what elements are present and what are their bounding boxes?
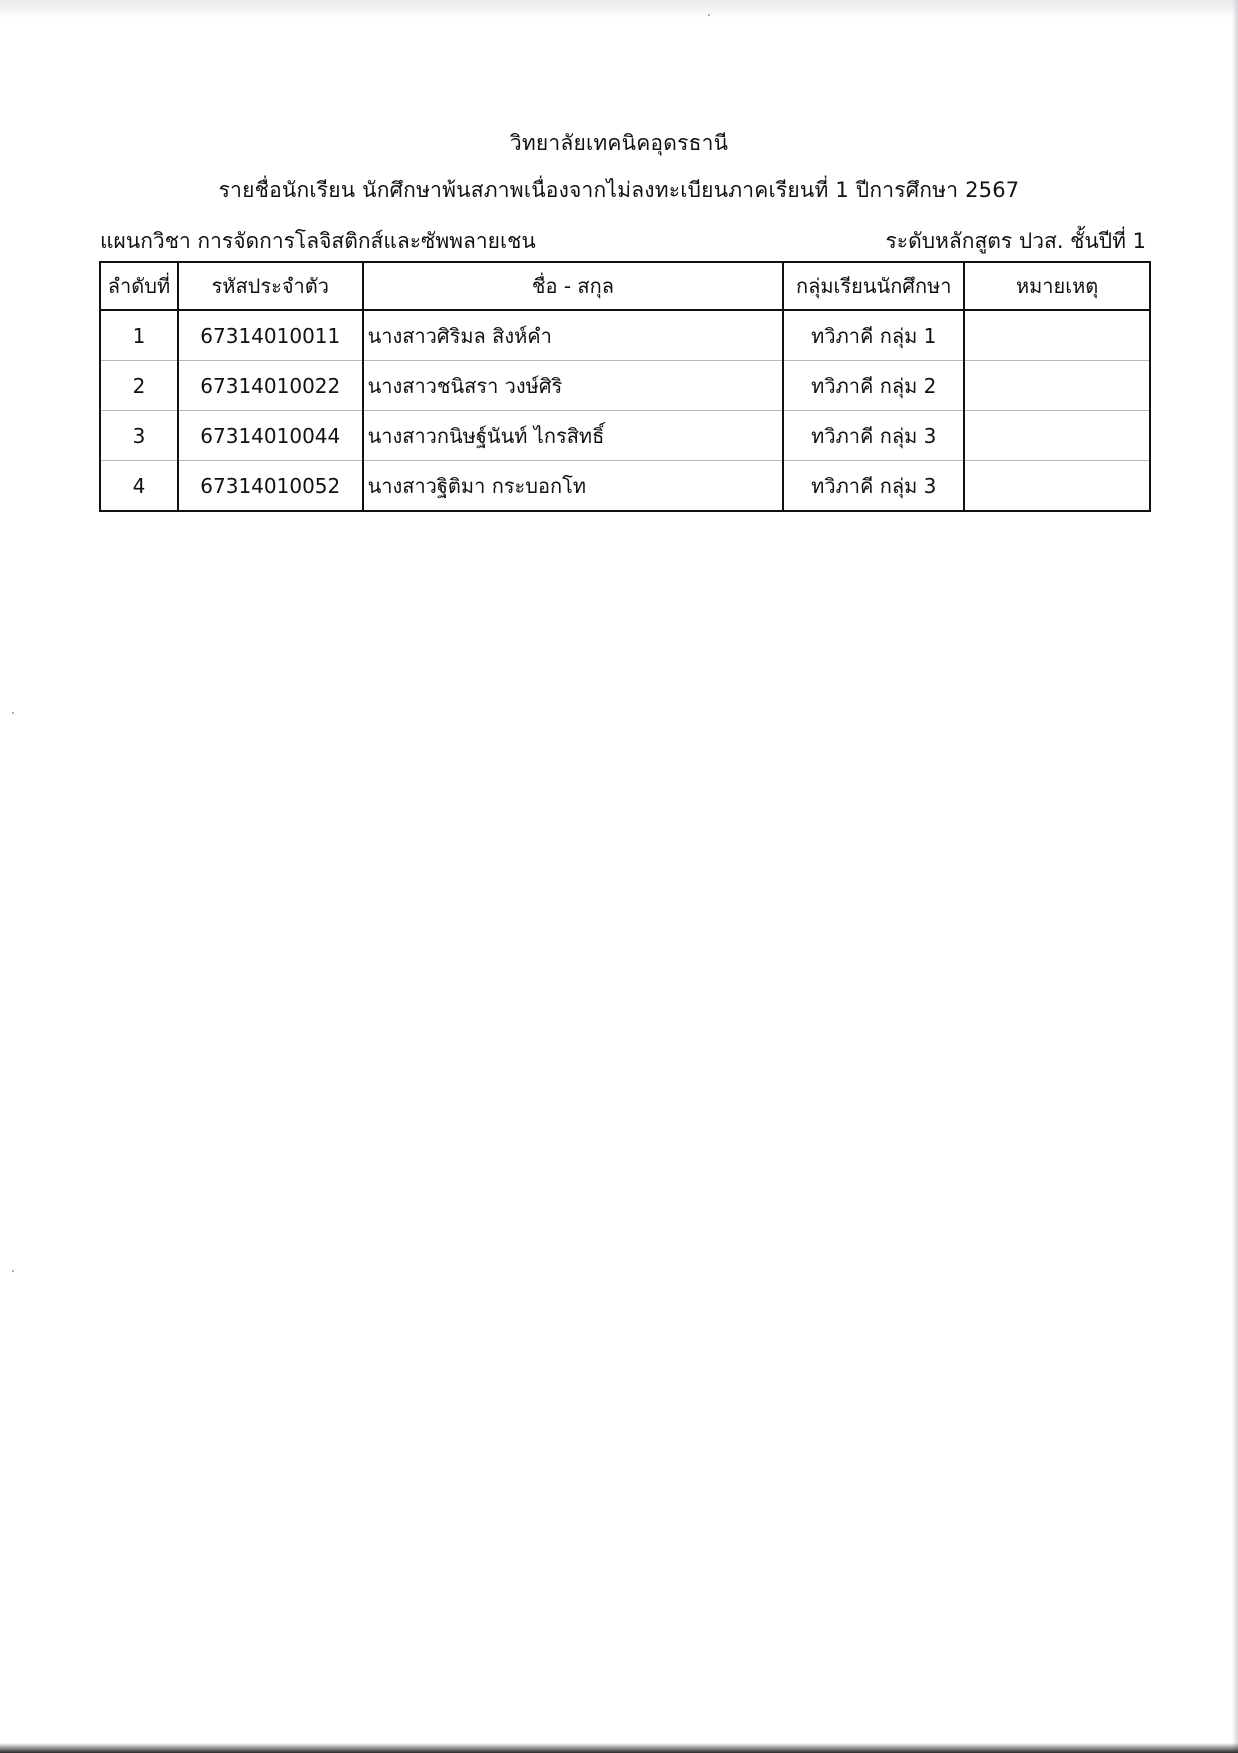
- table-row: [100, 411, 1150, 461]
- level-label: ระดับหลักสูตร ปวส. ชั้นปีที่ 1: [885, 229, 1146, 253]
- cell-group: ทวิภาคี กลุ่ม 3: [783, 461, 964, 512]
- cell-group: ทวิภาคี กลุ่ม 3: [783, 411, 964, 461]
- cell-id: 67314010052: [178, 461, 363, 512]
- column-header-note: หมายเหตุ: [964, 262, 1150, 310]
- scan-top-shade: [0, 0, 1238, 18]
- cell-name: นางสาวกนิษฐ์นันท์ ไกรสิทธิ์: [363, 411, 784, 461]
- cell-no: 4: [100, 461, 178, 512]
- cell-no: 3: [100, 411, 178, 461]
- cell-name: นางสาวศิริมล สิงห์คำ: [363, 310, 784, 361]
- scan-right-edge: [1232, 0, 1238, 1753]
- column-header-name: ชื่อ - สกุล: [363, 262, 784, 310]
- institution-title: วิทยาลัยเทคนิคอุดรธานี: [509, 131, 729, 155]
- cell-id: 67314010044: [178, 411, 363, 461]
- student-table: [99, 261, 1151, 512]
- scan-bottom-edge: [0, 1743, 1238, 1753]
- scan-speck: [12, 712, 14, 714]
- table-row: [100, 361, 1150, 411]
- table-row: [100, 310, 1150, 361]
- cell-id: 67314010011: [178, 310, 363, 361]
- cell-no: 2: [100, 361, 178, 411]
- column-header-id: รหัสประจำตัว: [178, 262, 363, 310]
- cell-group: ทวิภาคี กลุ่ม 2: [783, 361, 964, 411]
- table-row: [100, 461, 1150, 512]
- cell-name: นางสาวฐิติมา กระบอกโท: [363, 461, 784, 512]
- department-label: แผนกวิชา การจัดการโลจิสติกส์และซัพพลายเชน: [100, 229, 536, 253]
- cell-note: [964, 461, 1150, 512]
- table-body: [100, 310, 1150, 511]
- column-header-no: ลำดับที่: [100, 262, 178, 310]
- scan-speck: [708, 14, 710, 16]
- scan-speck: [12, 1270, 14, 1272]
- cell-no: 1: [100, 310, 178, 361]
- column-header-group: กลุ่มเรียนนักศึกษา: [783, 262, 964, 310]
- cell-id: 67314010022: [178, 361, 363, 411]
- cell-name: นางสาวชนิสรา วงษ์ศิริ: [363, 361, 784, 411]
- cell-note: [964, 361, 1150, 411]
- document-subtitle: รายชื่อนักเรียน นักศึกษาพ้นสภาพเนื่องจากไม่ลงทะเบียนภาคเรียนที่ 1 ปีการศึกษา 2567: [218, 178, 1020, 202]
- cell-group: ทวิภาคี กลุ่ม 1: [783, 310, 964, 361]
- cell-note: [964, 310, 1150, 361]
- table-header-row: [100, 262, 1150, 310]
- table-header: [100, 262, 1150, 310]
- cell-note: [964, 411, 1150, 461]
